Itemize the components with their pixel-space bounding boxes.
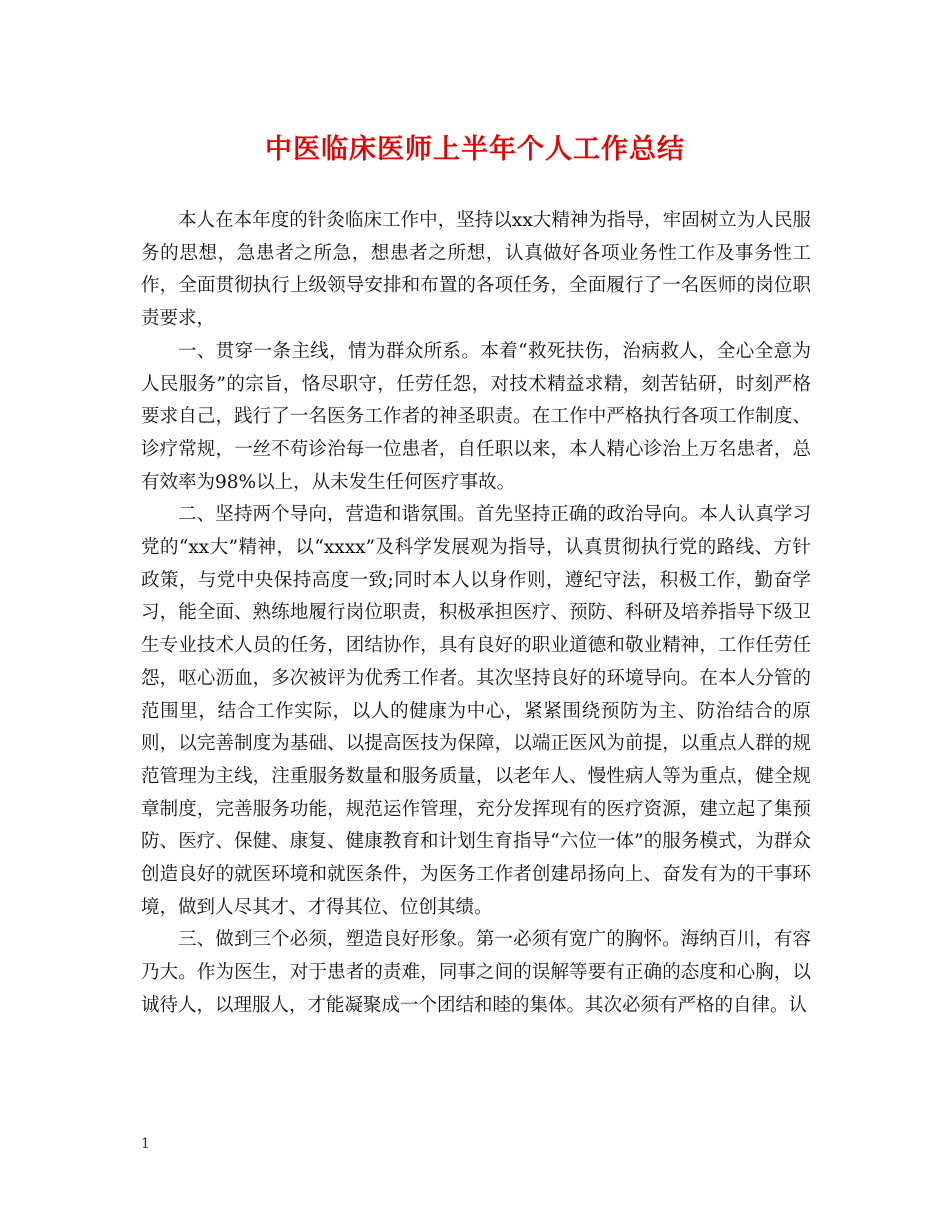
document-title: 中医临床医师上半年个人工作总结 — [265, 134, 685, 165]
paragraph-section-2: 二、坚持两个导向，营造和谐氛围。首先坚持正确的政治导向。本人认真学习党的“xx大”精神，以“xxxx”及科学发展观为指导，认真贯彻执行党的路线、方针政策，与党中央保持高度一致;同时本人以身作则，遵纪守法，积极工作，勤奋学习，能全面、熟练地履行岗位职责，积极承担医疗、预防、科研及培养指导下级卫生专业技术人员的任务，团结协作，具有良好的职业道德和敬业精神，工作任劳任怨，呕心沥血，多次被评为优秀工作者。其次坚持良好的环境导向。在本人分管的范围里，结合工作实际，以人的健康为中心，紧紧围绕预防为主、防治结合的原则，以完善制度为基础、以提高医技为保障，以端正医风为前提，以重点人群的规范管理为主线，注重服务数量和服务质量，以老年人、慢性病人等为重点，健全规章制度，完善服务功能，规范运作管理，充分发挥现有的医疗资源，建立起了集预防、医疗、保健、康复、健康教育和计划生育指导“六位一体”的服务模式，为群众创造良好的就医环境和就医条件，为医务工作者创建昂扬向上、奋发有为的干事环境，做到人尽其才、才得其位、位创其绩。 — [141, 504, 811, 918]
paragraph-section-3: 三、做到三个必须，塑造良好形象。第一必须有宽广的胸怀。海纳百川，有容乃大。作为医生，对于患者的责难，同事之间的误解等要有正确的态度和心胸，以诚待人，以理服人，才能凝聚成一个团结和睦的集体。其次必须有严格的自律。认 — [141, 929, 811, 1016]
document-body — [141, 205, 811, 1023]
page-number: 1 — [141, 1136, 150, 1152]
paragraph-intro: 本人在本年度的针灸临床工作中，坚持以xx大精神为指导，牢固树立为人民服务的思想，急患者之所急，想患者之所想，认真做好各项业务性工作及事务性工作，全面贯彻执行上级领导安排和布置的各项任务，全面履行了一名医师的岗位职责要求， — [141, 210, 811, 330]
paragraph-section-1: 一、贯穿一条主线，情为群众所系。本着“救死扶伤，治病救人，全心全意为人民服务”的宗旨，恪尽职守，任劳任怨，对技术精益求精，刻苦钻研，时刻严格要求自己，践行了一名医务工作者的神圣职责。在工作中严格执行各项工作制度、诊疗常规，一丝不苟诊治每一位患者，自任职以来，本人精心诊治上万名患者，总有效率为98%以上，从未发生任何医疗事故。 — [141, 340, 811, 493]
